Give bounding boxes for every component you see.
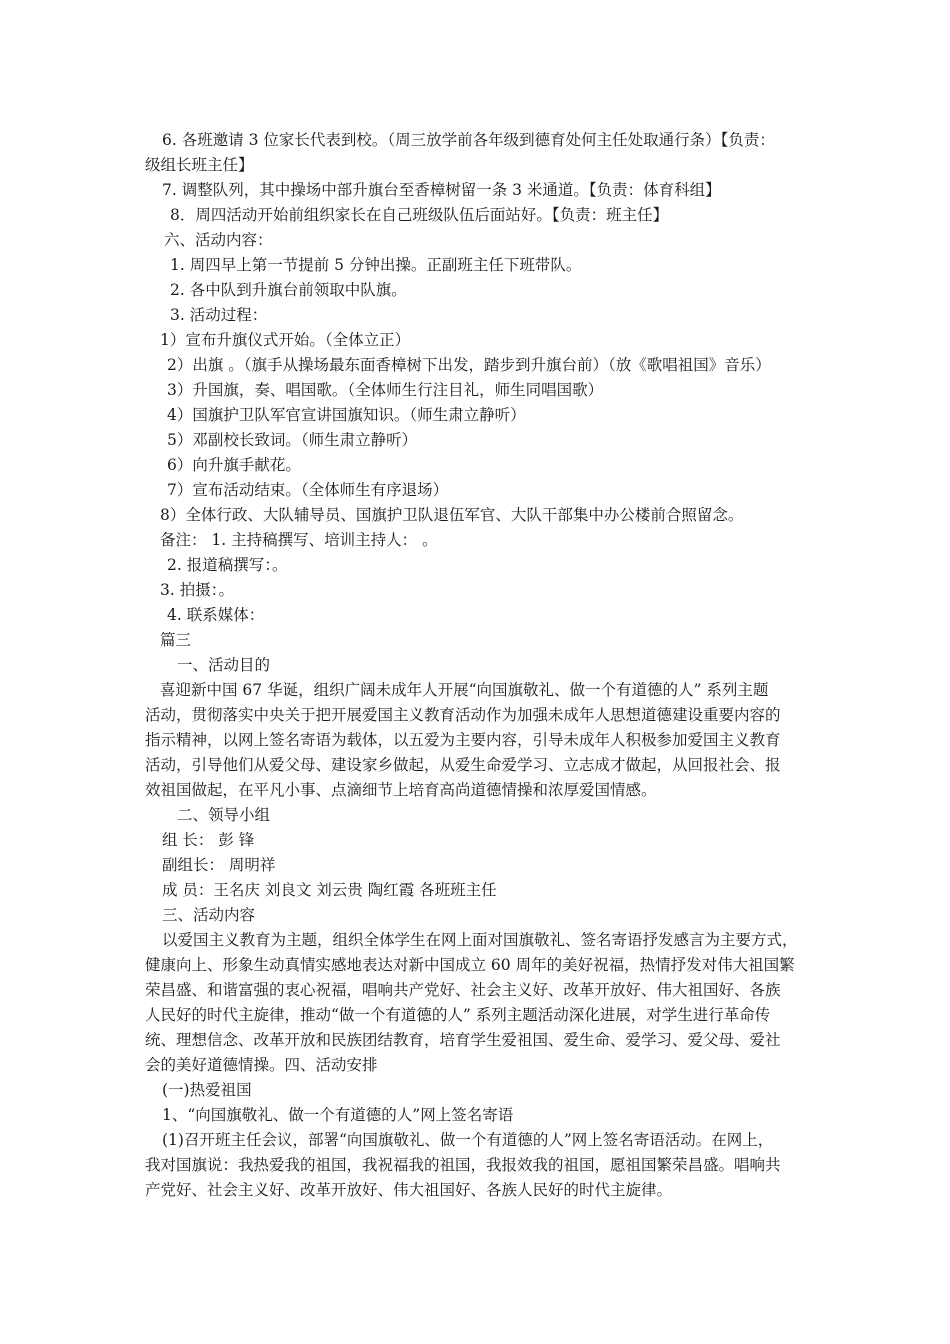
text-line: 产党好、社会主义好、改革开放好、伟大祖国好、各族人民好的时代主旋律。 [145, 1181, 673, 1199]
text-line: 1. 周四早上第一节提前 5 分钟出操。正副班主任下班带队。 [170, 256, 582, 274]
text-line: 3. 拍摄：。 [160, 581, 234, 599]
text-line: 备注： 1. 主持稿撰写、培训主持人： 。 [160, 531, 438, 549]
section-heading: 二、领导小组 [177, 806, 271, 824]
text-line: 我对国旗说：我热爱我的祖国，我祝福我的祖国，我报效我的祖国，愿祖国繁荣昌盛。唱响共 [145, 1156, 781, 1174]
section-heading: 篇三 [160, 631, 192, 649]
text-line: 8．周四活动开始前组织家长在自己班级队伍后面站好。【负责：班主任】 [170, 206, 669, 224]
text-line: 3）升国旗，奏、唱国歌。（全体师生行注目礼，师生同唱国歌） [167, 381, 604, 399]
text-line: 喜迎新中国 67 华诞，组织广阔未成年人开展“向国旗敬礼、做一个有道德的人” 系列主题 [160, 681, 769, 699]
section-heading: 六、活动内容： [164, 231, 273, 249]
text-line: (一)热爱祖国 [162, 1081, 252, 1099]
text-line: 7）宣布活动结束。（全体师生有序退场） [167, 481, 449, 499]
text-line: 1、“向国旗敬礼、做一个有道德的人”网上签名寄语 [162, 1106, 514, 1124]
text-line: 活动，引导他们从爱父母、建设家乡做起，从爱生命爱学习、立志成才做起，从回报社会、报 [145, 756, 781, 774]
text-line: 8）全体行政、大队辅导员、国旗护卫队退伍军官、大队干部集中办公楼前合照留念。 [160, 506, 744, 524]
text-line: 组 长： 彭 锋 [162, 831, 255, 849]
text-line: 荣昌盛、和谐富强的衷心祝福，唱响共产党好、社会主义好、改革开放好、伟大祖国好、各族 [145, 981, 781, 999]
text-line: 4）国旗护卫队军官宣讲国旗知识。（师生肃立静听） [167, 406, 526, 424]
text-line: 6. 各班邀请 3 位家长代表到校。（周三放学前各年级到德育处何主任处取通行条）【负责： [162, 131, 775, 149]
text-line: (1)召开班主任会议，部署“向国旗敬礼、做一个有道德的人”网上签名寄语活动。在网上， [162, 1131, 774, 1149]
text-line: 以爱国主义教育为主题，组织全体学生在网上面对国旗敬礼、签名寄语抒发感言为主要方式， [162, 931, 798, 949]
text-line: 健康向上、形象生动真情实感地表达对新中国成立 60 周年的美好祝福，热情抒发对伟大祖国繁 [145, 956, 795, 974]
text-line: 3. 活动过程： [170, 306, 268, 324]
text-line: 活动，贯彻落实中央关于把开展爱国主义教育活动作为加强未成年人思想道德建设重要内容的 [145, 706, 781, 724]
text-line: 2. 各中队到升旗台前领取中队旗。 [170, 281, 407, 299]
text-line: 2）出旗 。（旗手从操场最东面香樟树下出发，踏步到升旗台前）（放《歌唱祖国》音乐） [167, 356, 771, 374]
text-line: 5）邓副校长致词。（师生肃立静听） [167, 431, 418, 449]
text-line: 会的美好道德情操。四、活动安排 [145, 1056, 378, 1074]
text-line: 级组长班主任】 [145, 156, 254, 174]
text-line: 2. 报道稿撰写：。 [167, 556, 288, 574]
text-line: 成 员：王名庆 刘良文 刘云贵 陶红霞 各班班主任 [162, 881, 497, 899]
text-line: 副组长： 周明祥 [162, 856, 276, 874]
text-line: 人民好的时代主旋律，推动“做一个有道德的人” 系列主题活动深化进展，对学生进行革命传 [145, 1006, 771, 1024]
text-line: 统、理想信念、改革开放和民族团结教育，培育学生爱祖国、爱生命、爱学习、爱父母、爱社 [145, 1031, 781, 1049]
text-line: 7. 调整队列，其中操场中部升旗台至香樟树留一条 3 米通道。【负责：体育科组】 [162, 181, 721, 199]
text-line: 6）向升旗手献花。 [167, 456, 301, 474]
text-line: 4. 联系媒体： [167, 606, 265, 624]
section-heading: 一、活动目的 [177, 656, 271, 674]
text-line: 1）宣布升旗仪式开始。（全体立正） [160, 331, 411, 349]
section-heading: 三、活动内容 [162, 906, 256, 924]
text-line: 效祖国做起，在平凡小事、点滴细节上培育高尚道德情操和浓厚爱国情感。 [145, 781, 657, 799]
text-line: 指示精神，以网上签名寄语为载体，以五爱为主要内容，引导未成年人积极参加爱国主义教育 [145, 731, 781, 749]
